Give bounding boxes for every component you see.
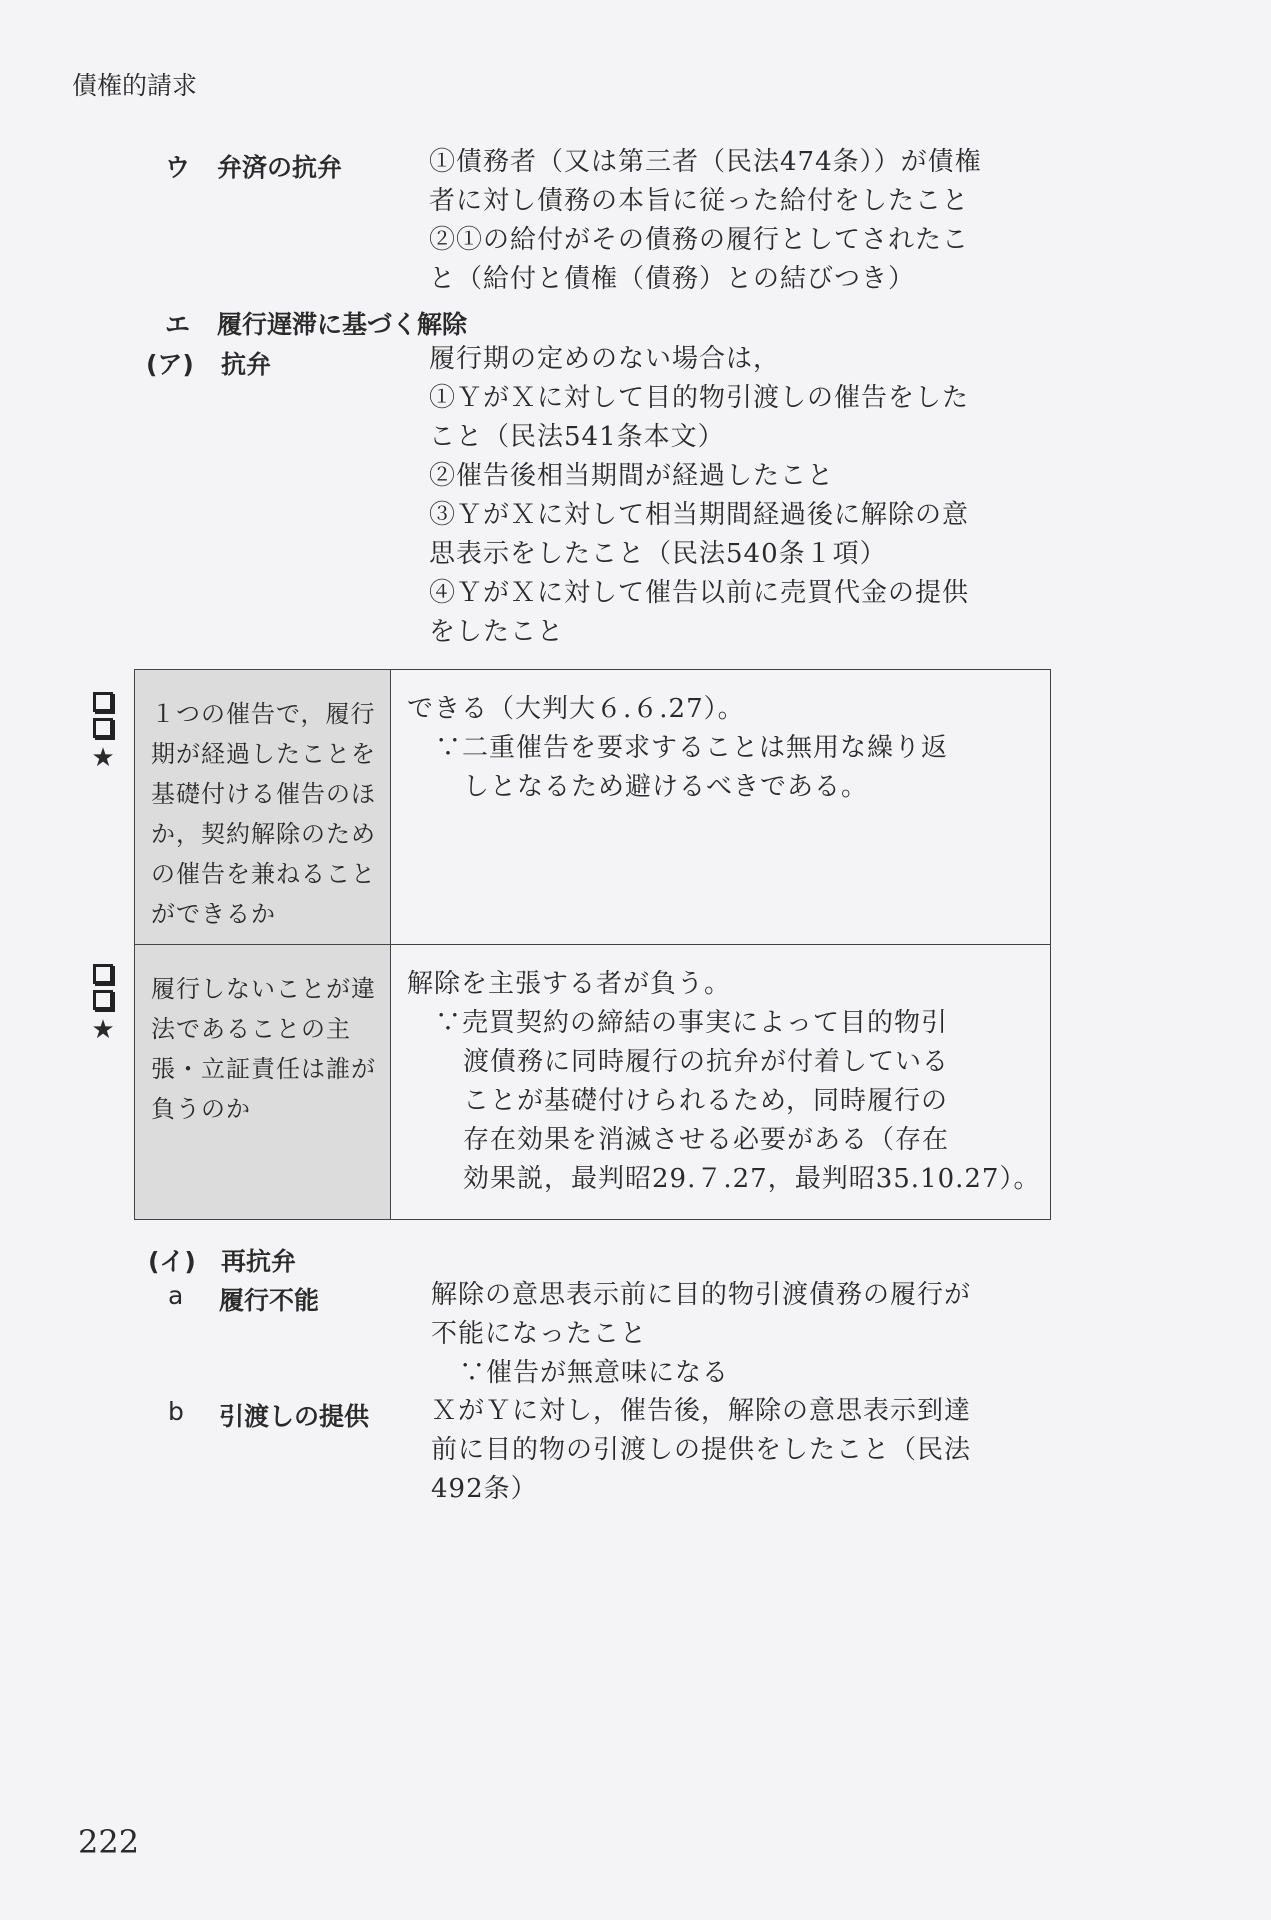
body-line: ①ＹがＸに対して目的物引渡しの催告をした	[429, 383, 970, 413]
answer-line: ∵売買契約の締結の事実によって目的物引	[435, 1008, 949, 1038]
question-line: 法であることの主	[151, 1015, 351, 1043]
page-number: 222	[78, 1823, 140, 1861]
body-line: と（給付と債権（債務）との結びつき）	[429, 264, 916, 294]
question-line: か，契約解除のため	[151, 820, 376, 848]
body-line: ②①の給付がその債務の履行としてされたこ	[429, 225, 970, 255]
question-line: 負うのか	[151, 1095, 251, 1123]
answer-line: 効果説，最判昭29.７.27，最判昭35.10.27）。	[463, 1164, 1041, 1194]
qa-row	[135, 945, 1051, 1220]
body-line: ∵催告が無意味になる	[459, 1358, 730, 1388]
question-cell	[135, 945, 391, 1220]
question-line: 履行しないことが違	[151, 975, 376, 1003]
question-line: 張・立証責任は誰が	[151, 1055, 376, 1083]
body-line: ②催告後相当期間が経過したこと	[429, 461, 835, 491]
section-u-marker: ウ	[165, 153, 191, 182]
star-icon: ★	[91, 1015, 115, 1045]
checkbox-icon[interactable]	[93, 718, 113, 738]
answer-cell	[391, 945, 1051, 1220]
checkbox-icon[interactable]	[93, 964, 113, 984]
body-line: ④ＹがＸに対して催告以前に売買代金の提供	[429, 578, 970, 608]
answer-line: しとなるため避けるべきである。	[463, 772, 869, 802]
rejoinder-item-b-body	[431, 1392, 971, 1509]
answer-line: ∵二重催告を要求することは無用な繰り返	[435, 733, 949, 763]
star-icon: ★	[91, 743, 115, 773]
rejoinder-marker: (イ)	[148, 1247, 196, 1276]
body-line: をしたこと	[429, 617, 565, 647]
section-a-marker: (ア)	[146, 350, 194, 379]
review-marks-2	[88, 962, 118, 1044]
answer-line: ことが基礎付けられるため，同時履行の	[463, 1086, 948, 1116]
qa-row	[135, 670, 1051, 945]
answer-line: できる（大判大６.６.27）。	[407, 694, 745, 724]
body-line: 前に目的物の引渡しの提供をしたこと（民法	[431, 1435, 972, 1465]
rejoinder-item-a-body	[431, 1276, 971, 1393]
body-line: 履行期の定めのない場合は，	[429, 344, 781, 374]
answer-line: 渡債務に同時履行の抗弁が付着している	[463, 1047, 950, 1077]
review-marks-1	[88, 690, 118, 772]
qa-table	[134, 669, 1051, 1220]
section-e-label: 履行遅滞に基づく解除	[217, 310, 468, 339]
checkbox-icon[interactable]	[93, 990, 113, 1010]
answer-line: 解除を主張する者が負う。	[407, 969, 732, 999]
answer-line: 存在効果を消滅させる必要がある（存在	[463, 1125, 950, 1155]
question-line: 基礎付ける催告のほ	[151, 780, 376, 808]
section-u-body	[429, 143, 982, 299]
running-header: 債権的請求	[72, 71, 198, 100]
section-a-label: 抗弁	[221, 350, 272, 379]
body-line: こと（民法541条本文）	[429, 422, 725, 452]
section-a-body	[429, 340, 969, 652]
question-cell	[135, 670, 391, 945]
question-line: 期が経過したことを	[151, 740, 376, 768]
body-line: ③ＹがＸに対して相当期間経過後に解除の意	[429, 500, 970, 530]
rejoinder-item-a-label: 履行不能	[219, 1286, 320, 1315]
question-line: １つの催告で，履行	[151, 700, 376, 728]
question-line: ができるか	[151, 900, 276, 928]
rejoinder-item-a-marker: a	[168, 1281, 184, 1310]
body-line: 者に対し債務の本旨に従った給付をしたこと	[429, 186, 970, 216]
rejoinder-item-b-label: 引渡しの提供	[219, 1402, 370, 1431]
rejoinder-item-b-marker: b	[168, 1397, 184, 1426]
checkbox-icon[interactable]	[93, 692, 113, 712]
body-line: ①債務者（又は第三者（民法474条））が債権	[429, 147, 982, 177]
body-line: 492条）	[431, 1474, 538, 1504]
answer-cell	[391, 670, 1051, 945]
question-line: の催告を兼ねること	[151, 860, 376, 888]
section-u-label: 弁済の抗弁	[217, 153, 343, 182]
section-e-marker: エ	[165, 310, 191, 339]
body-line: 思表示をしたこと（民法540条１項）	[429, 539, 887, 569]
body-line: 解除の意思表示前に目的物引渡債務の履行が	[431, 1280, 972, 1310]
rejoinder-label: 再抗弁	[221, 1247, 297, 1276]
body-line: 不能になったこと	[431, 1319, 648, 1349]
body-line: ＸがＹに対し，催告後，解除の意思表示到達	[431, 1396, 972, 1426]
